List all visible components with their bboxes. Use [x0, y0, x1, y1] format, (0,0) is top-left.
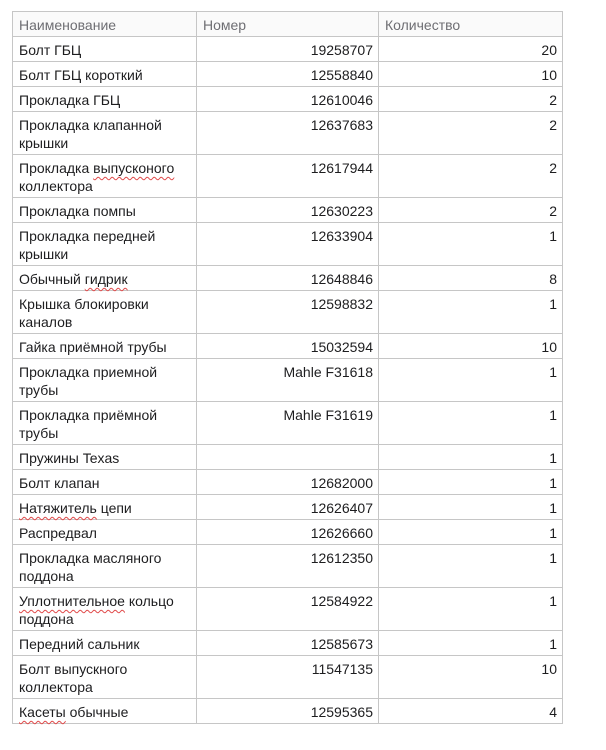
cell-qty: 1 [379, 520, 563, 545]
table-row [13, 112, 563, 155]
cell-number: Mahle F31618 [197, 359, 379, 402]
cell-qty: 10 [379, 656, 563, 699]
cell-number: 12595365 [197, 699, 379, 724]
cell-qty: 10 [379, 334, 563, 359]
cell-qty: 20 [379, 37, 563, 62]
cell-number: 12682000 [197, 470, 379, 495]
cell-name-part: Натяжитель [19, 500, 97, 516]
cell-number: Mahle F31619 [197, 402, 379, 445]
table-row [13, 359, 563, 402]
cell-name: Передний сальник [13, 631, 197, 656]
cell-name: Прокладка помпы [13, 198, 197, 223]
cell-qty: 10 [379, 62, 563, 87]
cell-name: Крышка блокировки каналов [13, 291, 197, 334]
table-row [13, 402, 563, 445]
cell-name: Прокладка масляного поддона [13, 545, 197, 588]
cell-name: Распредвал [13, 520, 197, 545]
cell-number: 12585673 [197, 631, 379, 656]
cell-number: 15032594 [197, 334, 379, 359]
cell-number: 12633904 [197, 223, 379, 266]
cell-qty: 2 [379, 87, 563, 112]
cell-name [13, 266, 197, 291]
table-row [13, 445, 563, 470]
cell-name [13, 155, 197, 198]
header-number: Номер [197, 12, 379, 37]
cell-name: Болт клапан [13, 470, 197, 495]
cell-name [13, 588, 197, 631]
cell-number: 12626407 [197, 495, 379, 520]
cell-name-part: Обычный [19, 271, 85, 287]
table-row [13, 470, 563, 495]
cell-qty: 1 [379, 631, 563, 656]
table-row [13, 155, 563, 198]
cell-number [197, 445, 379, 470]
cell-qty: 1 [379, 291, 563, 334]
cell-name-part: Уплотнительное [19, 593, 125, 609]
cell-qty: 2 [379, 155, 563, 198]
table-row [13, 266, 563, 291]
cell-number: 12584922 [197, 588, 379, 631]
parts-table [12, 11, 563, 724]
cell-name: Прокладка передней крышки [13, 223, 197, 266]
cell-name: Прокладка приёмной трубы [13, 402, 197, 445]
table-row [13, 223, 563, 266]
cell-number: 12610046 [197, 87, 379, 112]
cell-name-part: кольцо поддона [19, 593, 174, 627]
table-row [13, 631, 563, 656]
table-row [13, 62, 563, 87]
cell-name: Прокладка приемной трубы [13, 359, 197, 402]
cell-qty: 1 [379, 402, 563, 445]
table-row [13, 87, 563, 112]
table-row [13, 656, 563, 699]
cell-name: Пружины Texas [13, 445, 197, 470]
cell-name-part: выпусконого [93, 160, 175, 176]
cell-qty: 1 [379, 495, 563, 520]
table-body [13, 37, 563, 724]
cell-number: 12612350 [197, 545, 379, 588]
cell-number: 12626660 [197, 520, 379, 545]
cell-name: Болт ГБЦ короткий [13, 62, 197, 87]
cell-name-part: Касеты [19, 704, 66, 720]
cell-name: Прокладка клапанной крышки [13, 112, 197, 155]
table-row [13, 588, 563, 631]
cell-number: 12637683 [197, 112, 379, 155]
table-row [13, 198, 563, 223]
cell-number: 12648846 [197, 266, 379, 291]
cell-qty: 2 [379, 112, 563, 155]
header-name: Наименование [13, 12, 197, 37]
header-qty: Количество [379, 12, 563, 37]
cell-name-part: цепи [96, 500, 132, 516]
cell-qty: 2 [379, 198, 563, 223]
cell-name [13, 699, 197, 724]
header-row [13, 12, 563, 37]
cell-qty: 1 [379, 359, 563, 402]
table-row [13, 545, 563, 588]
cell-number: 19258707 [197, 37, 379, 62]
cell-qty: 1 [379, 588, 563, 631]
cell-name: Прокладка ГБЦ [13, 87, 197, 112]
cell-number: 12630223 [197, 198, 379, 223]
cell-qty: 4 [379, 699, 563, 724]
table-row [13, 699, 563, 724]
cell-qty: 1 [379, 470, 563, 495]
cell-name: Гайка приёмной трубы [13, 334, 197, 359]
table-row [13, 520, 563, 545]
cell-qty: 1 [379, 223, 563, 266]
cell-name [13, 495, 197, 520]
table-row [13, 334, 563, 359]
cell-number: 11547135 [197, 656, 379, 699]
cell-name-part: коллектора [19, 178, 93, 194]
cell-qty: 8 [379, 266, 563, 291]
cell-qty: 1 [379, 545, 563, 588]
cell-name: Болт выпускного коллектора [13, 656, 197, 699]
cell-name: Болт ГБЦ [13, 37, 197, 62]
cell-number: 12617944 [197, 155, 379, 198]
table-row [13, 37, 563, 62]
cell-number: 12598832 [197, 291, 379, 334]
cell-qty: 1 [379, 445, 563, 470]
cell-name-part: обычные [65, 704, 129, 720]
table-row [13, 495, 563, 520]
cell-name-part: гидрик [84, 271, 128, 287]
table-row [13, 291, 563, 334]
cell-number: 12558840 [197, 62, 379, 87]
cell-name-part: Прокладка [19, 160, 94, 176]
